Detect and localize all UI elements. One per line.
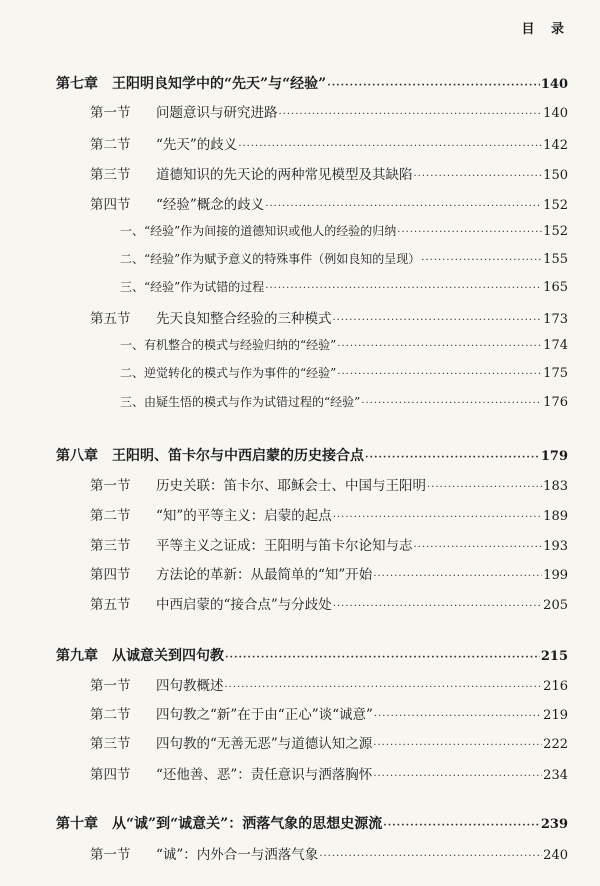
toc-entry-label	[90, 593, 332, 613]
toc-page-number: 173	[543, 312, 568, 327]
toc-section-row[interactable]	[90, 101, 568, 121]
toc-section-title: “先天”的歧义	[156, 137, 238, 153]
toc-page-number: 183	[543, 479, 568, 494]
toc-page-number: 175	[543, 366, 568, 381]
toc-entry-label	[90, 763, 372, 783]
toc-entry-label: 三、“经验”作为试错的过程	[120, 280, 265, 294]
toc-entry-label: 二、逆觉转化的模式与作为事件的“经验”	[120, 366, 337, 380]
toc-section-title: 先天良知整合经验的三种模式	[156, 311, 332, 327]
toc-page-number: 165	[543, 280, 568, 295]
toc-subsection-row[interactable]	[120, 278, 568, 295]
toc-entry-label	[90, 163, 413, 183]
dot-leader	[265, 283, 542, 294]
toc-section-title: 方法论的革新：从最简单的“知”开始	[156, 567, 373, 583]
toc-section-row[interactable]	[90, 193, 568, 213]
toc-section-row[interactable]	[90, 474, 568, 494]
dot-leader	[319, 851, 542, 862]
toc-entry-label: 第七章 王阳明良知学中的“先天”与“经验”	[56, 76, 327, 92]
toc-page-number: 215	[540, 649, 568, 664]
toc-section-row[interactable]	[90, 563, 568, 583]
toc-chapter-row[interactable]	[56, 445, 568, 465]
dot-leader	[373, 740, 542, 751]
toc-section-number: 第三节	[90, 736, 131, 752]
toc-section-row[interactable]	[90, 703, 568, 723]
dot-leader	[383, 820, 540, 831]
toc-entry-label	[90, 703, 373, 723]
toc-page-number: 189	[543, 509, 568, 524]
toc-section-number: 第一节	[90, 478, 131, 494]
toc-page-number: 216	[543, 679, 568, 694]
toc-section-row[interactable]	[90, 534, 568, 554]
toc-section-number: 第二节	[90, 707, 131, 723]
toc-section-number: 第一节	[90, 847, 131, 863]
toc-section-number: 第四节	[90, 197, 131, 213]
dot-leader	[265, 201, 542, 212]
toc-page-number: 152	[543, 198, 568, 213]
dot-leader	[361, 398, 542, 409]
dot-leader	[279, 109, 543, 120]
toc-subsection-row[interactable]	[120, 336, 568, 353]
toc-section-title: 历史关联：笛卡尔、耶稣会士、中国与王阳明	[156, 478, 426, 494]
toc-page-number: 142	[543, 138, 568, 153]
dot-leader	[333, 512, 542, 523]
toc-section-title: 问题意识与研究进路	[156, 105, 278, 121]
toc-subsection-row[interactable]	[120, 364, 568, 381]
toc-subsection-row[interactable]	[120, 250, 568, 267]
dot-leader	[373, 771, 542, 782]
toc-section-number: 第三节	[90, 538, 131, 554]
header-title: 目 录	[521, 22, 570, 37]
dot-leader	[414, 171, 543, 182]
toc-section-row[interactable]	[90, 504, 568, 524]
toc-entry-label: 二、“经验”作为赋予意义的特殊事件（例如良知的呈现）	[120, 252, 421, 266]
dot-leader	[333, 315, 543, 326]
dot-leader	[427, 482, 542, 493]
toc-section-row[interactable]	[90, 133, 568, 153]
toc-entry-label	[90, 133, 237, 153]
toc-section-number: 第三节	[90, 167, 131, 183]
toc-page-number: 205	[543, 598, 568, 613]
toc-section-number: 第一节	[90, 105, 131, 121]
toc-section-number: 第一节	[90, 678, 131, 694]
toc-section-title: “诚”：内外合一与洒落气象	[156, 847, 319, 863]
toc-section-title: “知”的平等主义：启蒙的起点	[156, 508, 332, 524]
toc-page-number: 219	[543, 708, 568, 723]
toc-page-number: 179	[540, 449, 568, 464]
toc-section-title: 四句教之“新”在于由“正心”谈“诚意”	[156, 707, 373, 723]
toc-page-number: 155	[543, 252, 568, 267]
toc-entry-label: 第九章 从诚意关到四句教	[56, 648, 224, 664]
toc-section-row[interactable]	[90, 163, 568, 183]
dot-leader	[327, 80, 540, 91]
toc-section-number: 第五节	[90, 311, 131, 327]
toc-page-number: 240	[543, 848, 568, 863]
dot-leader	[373, 571, 542, 582]
toc-entry-label	[90, 504, 332, 524]
toc-entry-label	[90, 843, 318, 863]
dot-leader	[374, 711, 542, 722]
toc-section-number: 第二节	[90, 137, 131, 153]
toc-page-number: 199	[543, 568, 568, 583]
toc-entry-label: 一、有机整合的模式与经验归纳的“经验”	[120, 338, 337, 352]
toc-page-number: 174	[543, 338, 568, 353]
toc-entry-label: 第十章 从“诚”到“诚意关”：洒落气象的思想史源流	[56, 816, 383, 832]
toc-section-number: 第五节	[90, 597, 131, 613]
dot-leader	[337, 369, 542, 380]
dot-leader	[238, 141, 542, 152]
toc-entry-label	[90, 732, 372, 752]
toc-section-title: 中西启蒙的“接合点”与分歧处	[156, 597, 332, 613]
toc-page-number: 150	[543, 168, 568, 183]
toc-section-row[interactable]	[90, 732, 568, 752]
toc-section-title: 四句教的“无善无恶”与道德认知之源	[156, 736, 373, 752]
toc-page-number: 176	[543, 395, 568, 410]
toc-section-title: “还他善、恶”：责任意识与洒落胸怀	[156, 767, 373, 783]
toc-chapter-row[interactable]	[56, 645, 568, 665]
toc-entry-label	[90, 193, 264, 213]
toc-page-number: 222	[543, 737, 568, 752]
toc-entry-label	[90, 474, 426, 494]
toc-section-number: 第四节	[90, 567, 131, 583]
dot-leader	[397, 227, 542, 238]
toc-entry-label: 第八章 王阳明、笛卡尔与中西启蒙的历史接合点	[56, 448, 364, 464]
toc-section-title: 四句教概述	[156, 678, 224, 694]
dot-leader	[225, 652, 540, 663]
toc-entry-label: 一、“经验”作为间接的道德知识或他人的经验的归纳	[120, 224, 397, 238]
toc-page-number: 239	[540, 817, 568, 832]
toc-section-row[interactable]	[90, 674, 568, 694]
toc-section-row[interactable]	[90, 307, 568, 327]
toc-page-number: 193	[543, 539, 568, 554]
toc-page-number: 152	[543, 224, 568, 239]
dot-leader	[414, 542, 543, 553]
toc-section-row[interactable]	[90, 593, 568, 613]
toc-subsection-row[interactable]	[120, 393, 568, 410]
toc-entry-label	[90, 101, 278, 121]
toc-section-title: 平等主义之证成：王阳明与笛卡尔论知与志	[156, 538, 413, 554]
toc-section-row[interactable]	[90, 763, 568, 783]
toc-subsection-row[interactable]	[120, 222, 568, 239]
toc-section-number: 第二节	[90, 508, 131, 524]
toc-section-row[interactable]	[90, 843, 568, 863]
toc-page-number: 140	[540, 77, 568, 92]
toc-entry-label: 三、由疑生悟的模式与作为试错过程的“经验”	[120, 395, 361, 409]
dot-leader	[337, 341, 542, 352]
dot-leader	[421, 255, 542, 266]
toc-entry-label	[90, 674, 224, 694]
toc-entry-label	[90, 307, 332, 327]
toc-entry-label	[90, 563, 372, 583]
toc-entry-label	[90, 534, 413, 554]
toc-chapter-row[interactable]	[56, 73, 568, 93]
toc-page-number: 234	[543, 768, 568, 783]
toc-chapter-row[interactable]	[56, 813, 568, 833]
dot-leader	[225, 682, 543, 693]
dot-leader	[333, 601, 542, 612]
toc-section-title: 道德知识的先天论的两种常见模型及其缺陷	[156, 167, 413, 183]
toc-section-number: 第四节	[90, 767, 131, 783]
dot-leader	[365, 452, 540, 463]
toc-section-title: “经验”概念的歧义	[156, 197, 265, 213]
toc-page-number: 140	[543, 106, 568, 121]
